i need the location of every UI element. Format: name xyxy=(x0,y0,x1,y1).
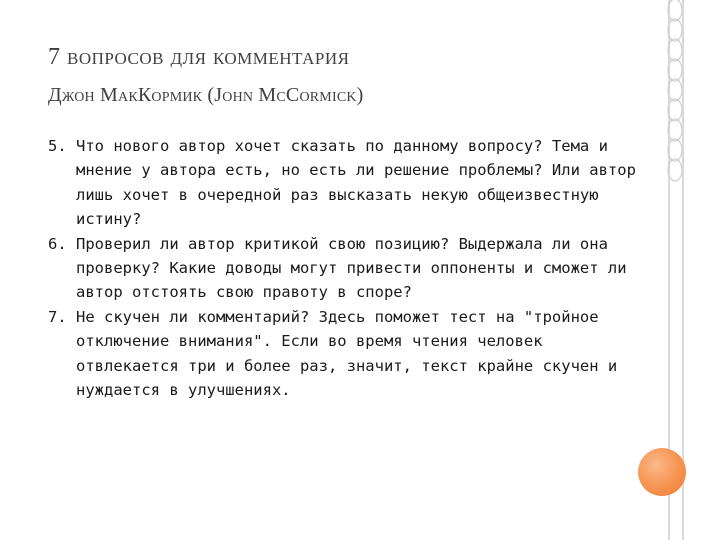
list-item xyxy=(48,305,638,403)
list-item xyxy=(48,134,638,232)
title-text: вопросов для комментария xyxy=(67,44,350,70)
orange-circle-decoration xyxy=(638,448,686,496)
item-text: Не скучен ли комментарий? Здесь поможет тест на "тройное отключение внимания". Если во время чтения человек отвлекается три и более раз, значит, текст крайне скучен и нуждается в улучшениях. xyxy=(76,307,618,400)
item-number: 6. xyxy=(48,234,67,253)
title-number: 7 xyxy=(48,44,61,70)
list-item xyxy=(48,232,638,305)
question-list xyxy=(48,134,638,402)
item-number: 5. xyxy=(48,137,67,155)
slide-subtitle: Джон МакКормик (John McCormick) xyxy=(48,84,364,106)
item-text: Что нового автор хочет сказать по данному вопросу? Тема и мнение у автора есть, но есть ли решение проблемы? Или автор лишь хочет в очередной раз высказать некую общеизвестную истину? xyxy=(76,137,636,229)
slide-title xyxy=(48,44,349,71)
item-number: 7. xyxy=(48,307,67,326)
item-text: Проверил ли автор критикой свою позицию? Выдержала ли она проверку? Какие доводы могут привести оппоненты и сможет ли автор отстоять свою правоту в споре? xyxy=(76,234,627,302)
